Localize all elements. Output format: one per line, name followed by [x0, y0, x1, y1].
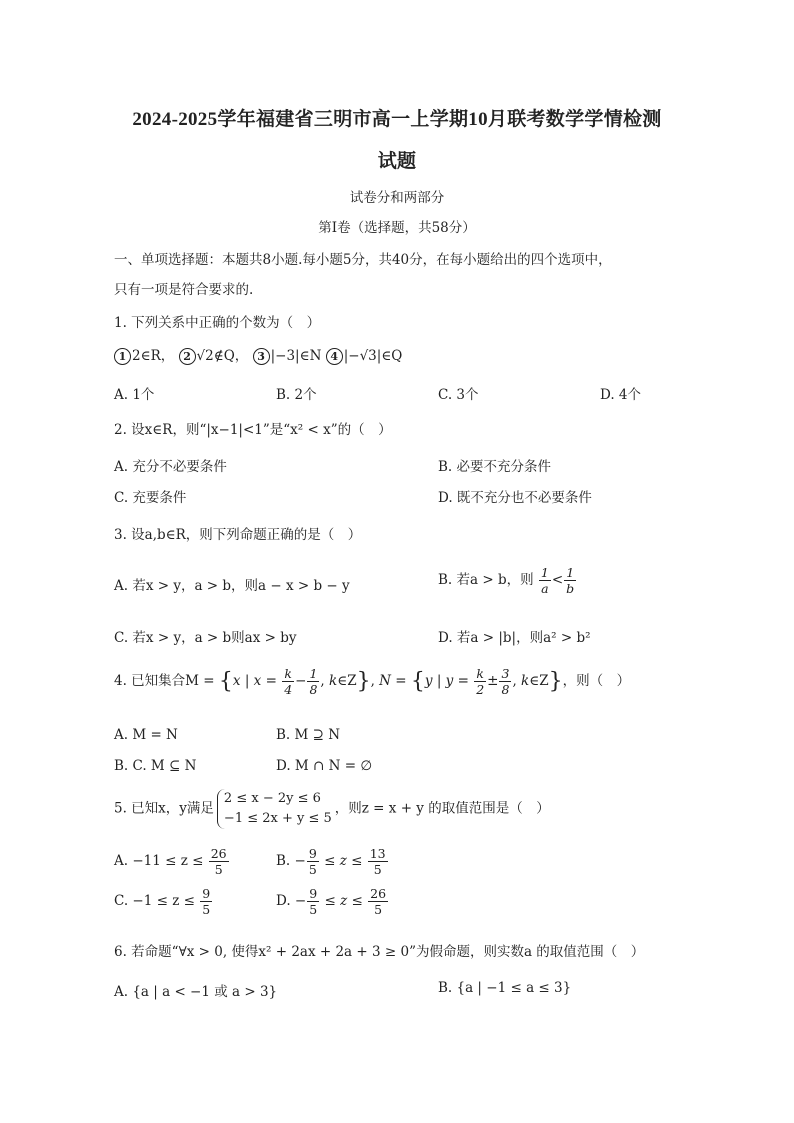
q2-option-a: A. 充分不必要条件 — [114, 459, 227, 475]
q4-option-b: B. M ⊇ N — [276, 727, 341, 743]
q6-option-b: B. {a | −1 ≤ a ≤ 3} — [438, 980, 572, 996]
circle-number-4: 4 — [326, 348, 343, 365]
q4-option-d: D. M ∩ N = ∅ — [276, 758, 373, 774]
q3-option-a: A. 若x > y，a > b，则a − x > b − y — [114, 578, 350, 594]
q3-option-c: C. 若x > y，a > b则ax > by — [114, 630, 297, 646]
q3-option-b: B. 若a > b，则 $\frac{1}{a}$ < $\frac{1}{b}$ — [438, 565, 575, 596]
q1-stem: 1. 下列关系中正确的个数为（ ） — [114, 315, 321, 331]
q5-option-d: D. − $\frac{9}{5}$ ≤ z ≤ $\frac{26}{5}$ — [276, 886, 387, 917]
q2-option-c: C. 充要条件 — [114, 490, 187, 506]
q4-stem-pre: 4. 已知集合M = — [114, 673, 215, 689]
fraction-one-over-a: $\frac{1}{a}$ — [540, 565, 549, 596]
q5-option-a-text: A. −11 ≤ z ≤ — [114, 853, 204, 869]
q3-option-b-text: B. 若a > b，则 — [438, 572, 534, 588]
section-instruction-line2: 只有一项是符合要求的. — [114, 282, 254, 298]
q2-stem: 2. 设x∈R，则“|x−1|<1”是“x² < x”的（ ） — [114, 422, 392, 438]
exam-title-line2: 试题 — [377, 151, 417, 172]
q4-option-c: B. C. M ⊆ N — [114, 758, 197, 774]
fraction-one-over-b: $\frac{1}{b}$ — [566, 565, 575, 596]
q3-stem: 3. 设a,b∈R，则下列命题正确的是（ ） — [114, 527, 362, 543]
q1-statement-1: 2∈R， — [132, 348, 175, 364]
q1-option-a: A. 1个 — [114, 387, 155, 403]
q5-option-c-text: C. −1 ≤ z ≤ — [114, 893, 195, 909]
q1-statement-3: |−3|∈N — [270, 348, 322, 364]
exam-title-line1: 2024-2025学年福建省三明市高一上学期10月联考数学学情检测 — [132, 109, 662, 130]
q1-option-b: B. 2个 — [276, 387, 317, 403]
q5-inequality-system — [217, 789, 332, 829]
section-instruction-line1: 一、单项选择题：本题共8小题.每小题5分，共40分，在每小题给出的四个选项中， — [114, 252, 612, 268]
q2-option-b: B. 必要不充分条件 — [438, 459, 552, 475]
q5-inequality-row1: 2 ≤ x − 2y ≤ 6 — [223, 791, 321, 806]
q6-stem: 6. 若命题“∀x > 0, 使得x² + 2ax + 2a + 3 ≥ 0”为假命题，则实数a 的取值范围（ ） — [114, 944, 645, 960]
q5-option-a: A. −11 ≤ z ≤ $\frac{26}{5}$ — [114, 846, 227, 877]
circle-number-3: 3 — [253, 348, 270, 365]
q5-option-b: B. − $\frac{9}{5}$ ≤ z ≤ $\frac{13}{5}$ — [276, 846, 386, 877]
q6-option-a: A. {a | a < −1 或 a > 3} — [114, 984, 278, 1000]
q5-stem-pre: 5. 已知x，y满足 — [114, 800, 214, 817]
part-title: 第Ⅰ卷（选择题，共58分） — [318, 220, 476, 236]
circle-number-1: 1 — [114, 348, 131, 365]
q1-statements — [114, 344, 694, 365]
q5-option-b-text: B. − — [276, 853, 306, 869]
q1-option-c: C. 3个 — [438, 387, 479, 403]
q1-option-d: D. 4个 — [600, 387, 642, 403]
q3-option-d: D. 若a > |b|，则a² > b² — [438, 630, 591, 646]
circle-number-2: 2 — [179, 348, 196, 365]
q4-stem: 4. 已知集合M = {x | x = $\frac{k}{4}$ − $\frac{1}{8}$ , k∈Z}, N = {y | y = $\frac{k}{2}$ ± $\frac{3}{8}$ , k∈Z}，则（ ） — [114, 666, 631, 697]
q1-statement-4: |−√3|∈Q — [343, 348, 403, 364]
exam-note: 试卷分和两部分 — [349, 190, 445, 206]
q1-statement-2: √2∉Q， — [196, 348, 249, 364]
q2-option-d: D. 既不充分也不必要条件 — [438, 490, 592, 506]
q4-stem-post: ，则（ ） — [562, 673, 631, 689]
q4-option-a: A. M = N — [114, 727, 178, 743]
q5-stem — [114, 789, 694, 829]
q5-stem-post: ，则z = x + y 的取值范围是（ ） — [334, 800, 550, 817]
q5-option-d-text: D. − — [276, 893, 307, 909]
q5-option-c: C. −1 ≤ z ≤ $\frac{9}{5}$ — [114, 886, 211, 917]
q5-inequality-row2: −1 ≤ 2x + y ≤ 5 — [223, 811, 332, 826]
